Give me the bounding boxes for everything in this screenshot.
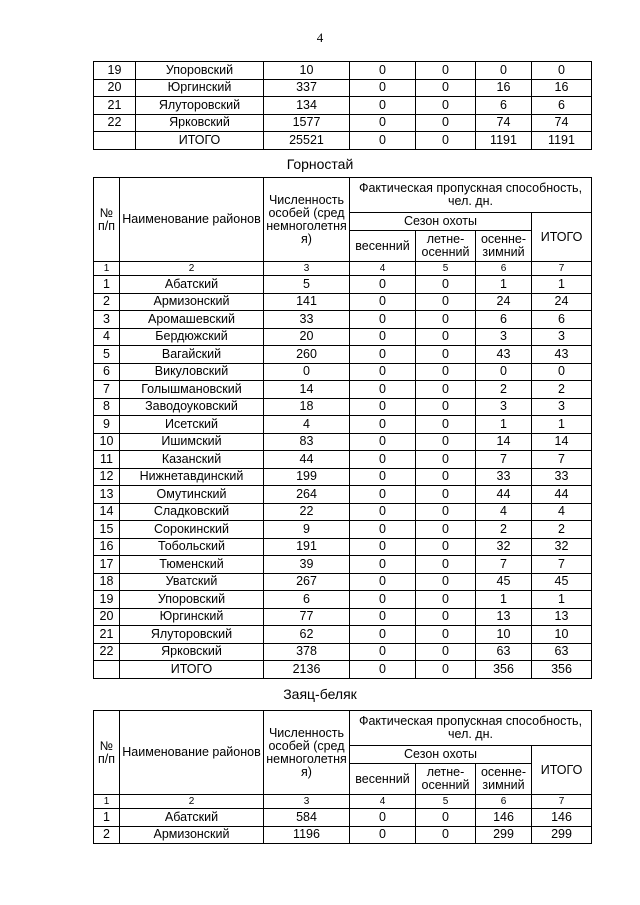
table-row xyxy=(94,62,592,80)
table-cell: 2 xyxy=(532,521,592,539)
table-cell: 0 xyxy=(350,809,416,827)
header-season: Сезон охоты xyxy=(350,746,532,764)
table-cell: 6 xyxy=(476,97,532,115)
header-capacity: Фактическая пропускная способность, чел. дн. xyxy=(350,711,592,746)
table-cell: 146 xyxy=(476,809,532,827)
table-cell: 0 xyxy=(350,608,416,626)
table-cell: 1 xyxy=(94,809,120,827)
table-cell: Юргинский xyxy=(136,79,264,97)
table-cell: 0 xyxy=(416,809,476,827)
table-cell: 0 xyxy=(350,486,416,504)
table-row xyxy=(94,97,592,115)
table-cell: Нижнетавдинский xyxy=(120,468,264,486)
table-cell: 2 xyxy=(476,381,532,399)
table-cell: Исетский xyxy=(120,416,264,434)
table-row xyxy=(94,643,592,661)
table-row xyxy=(94,556,592,574)
table-cell: 24 xyxy=(476,293,532,311)
table-cell: 33 xyxy=(476,468,532,486)
table-cell: 77 xyxy=(264,608,350,626)
table-cell: 0 xyxy=(476,62,532,80)
column-number: 4 xyxy=(350,262,416,276)
table-cell: Ялуторовский xyxy=(120,626,264,644)
table-cell: 16 xyxy=(476,79,532,97)
table-cell: 0 xyxy=(416,486,476,504)
table-row xyxy=(94,293,592,311)
table-cell: 9 xyxy=(94,416,120,434)
header-autumn-winter: осенне-зимний xyxy=(476,231,532,262)
table-cell: 74 xyxy=(532,114,592,132)
table-cell: 0 xyxy=(350,573,416,591)
total-cell: 356 xyxy=(476,661,532,679)
page-number: 4 xyxy=(316,30,324,45)
table-cell: 299 xyxy=(532,826,592,844)
table-cell: 0 xyxy=(350,363,416,381)
table-cell: 10 xyxy=(264,62,350,80)
table-cell: 20 xyxy=(264,328,350,346)
table-row xyxy=(94,608,592,626)
table-cell: 3 xyxy=(476,328,532,346)
table-cell: 0 xyxy=(350,451,416,469)
table-cell: 20 xyxy=(94,608,120,626)
table-row xyxy=(94,573,592,591)
table-cell: 0 xyxy=(416,416,476,434)
table-cell: 264 xyxy=(264,486,350,504)
table-cell: Армизонский xyxy=(120,826,264,844)
table-cell: 44 xyxy=(476,486,532,504)
table-cell: 16 xyxy=(532,79,592,97)
table-cell: 0 xyxy=(350,276,416,294)
table-cell: Аромашевский xyxy=(120,311,264,329)
table-cell: Упоровский xyxy=(136,62,264,80)
table-cell: 0 xyxy=(416,521,476,539)
table-cell: Сладковский xyxy=(120,503,264,521)
table-row xyxy=(94,626,592,644)
table-cell: 43 xyxy=(532,346,592,364)
table-cell: Тобольский xyxy=(120,538,264,556)
table-cell: 0 xyxy=(350,521,416,539)
table-cell: 0 xyxy=(416,62,476,80)
header-count: Численность особей (среднемноголетняя) xyxy=(264,178,350,262)
table-cell: 141 xyxy=(264,293,350,311)
header-summer-autumn: летне-осенний xyxy=(416,231,476,262)
table-cell: 0 xyxy=(350,114,416,132)
table-cell: 9 xyxy=(264,521,350,539)
table-cell: Уватский xyxy=(120,573,264,591)
table-row xyxy=(94,521,592,539)
table-cell: 63 xyxy=(532,643,592,661)
table-cell: 0 xyxy=(416,591,476,609)
header-row xyxy=(94,178,592,213)
table-cell: 22 xyxy=(94,643,120,661)
table-cell: 0 xyxy=(416,381,476,399)
total-blank-cell xyxy=(94,661,120,679)
table-row xyxy=(94,468,592,486)
table-cell: Викуловский xyxy=(120,363,264,381)
table-cell: Ялуторовский xyxy=(136,97,264,115)
table-cell: 2 xyxy=(476,521,532,539)
table-cell: 0 xyxy=(350,311,416,329)
ermine-section-title: Горностай xyxy=(286,156,354,172)
table-cell: 45 xyxy=(476,573,532,591)
table-cell: 2 xyxy=(94,826,120,844)
table-cell: 13 xyxy=(476,608,532,626)
table-cell: 0 xyxy=(416,114,476,132)
table-cell: 10 xyxy=(532,626,592,644)
table-cell: 4 xyxy=(264,416,350,434)
table-row xyxy=(94,114,592,132)
table-cell: 0 xyxy=(350,433,416,451)
table-cell: 0 xyxy=(416,826,476,844)
table-cell: 63 xyxy=(476,643,532,661)
table-cell: 0 xyxy=(350,626,416,644)
table-cell: 33 xyxy=(532,468,592,486)
total-cell: 0 xyxy=(350,661,416,679)
table-cell: 0 xyxy=(416,538,476,556)
column-number-row xyxy=(94,262,592,276)
header-row xyxy=(94,711,592,746)
column-number: 2 xyxy=(120,262,264,276)
table-cell: 0 xyxy=(350,503,416,521)
table-row xyxy=(94,416,592,434)
table-cell: 10 xyxy=(476,626,532,644)
table-cell: 0 xyxy=(350,416,416,434)
total-cell: 0 xyxy=(416,132,476,150)
table-cell: Тюменский xyxy=(120,556,264,574)
table-cell: Ишимский xyxy=(120,433,264,451)
table-cell: 199 xyxy=(264,468,350,486)
header-total: ИТОГО xyxy=(532,746,592,795)
table-cell: 299 xyxy=(476,826,532,844)
total-label: ИТОГО xyxy=(136,132,264,150)
table-cell: 0 xyxy=(532,62,592,80)
header-autumn-winter: осенне-зимний xyxy=(476,764,532,795)
table-row xyxy=(94,503,592,521)
table-cell: 14 xyxy=(476,433,532,451)
table-row xyxy=(94,486,592,504)
table-cell: 0 xyxy=(350,97,416,115)
table-cell: 0 xyxy=(416,643,476,661)
table-cell: 0 xyxy=(264,363,350,381)
table-cell: 0 xyxy=(350,468,416,486)
table-row xyxy=(94,311,592,329)
table-cell: 267 xyxy=(264,573,350,591)
header-spring: весенний xyxy=(350,764,416,795)
table-row xyxy=(94,276,592,294)
table-cell: Ярковский xyxy=(120,643,264,661)
table-cell: 13 xyxy=(532,608,592,626)
table-row xyxy=(94,328,592,346)
column-number: 7 xyxy=(532,262,592,276)
table-cell: 16 xyxy=(94,538,120,556)
table-cell: 45 xyxy=(532,573,592,591)
table-cell: 0 xyxy=(416,608,476,626)
header-num: № п/п xyxy=(94,178,120,262)
table-cell: Вагайский xyxy=(120,346,264,364)
table-cell: 1 xyxy=(532,276,592,294)
table-cell: 7 xyxy=(94,381,120,399)
table-cell: 0 xyxy=(350,826,416,844)
column-number: 2 xyxy=(120,795,264,809)
table-row xyxy=(94,433,592,451)
table-cell: 10 xyxy=(94,433,120,451)
table-cell: 24 xyxy=(532,293,592,311)
table-cell: 13 xyxy=(94,486,120,504)
table-cell: 19 xyxy=(94,62,136,80)
table-row xyxy=(94,591,592,609)
table-cell: 83 xyxy=(264,433,350,451)
table-cell: 1 xyxy=(476,591,532,609)
total-row xyxy=(94,661,592,679)
table-cell: 6 xyxy=(94,363,120,381)
table-row xyxy=(94,826,592,844)
table-cell: 0 xyxy=(350,538,416,556)
column-number: 4 xyxy=(350,795,416,809)
table-row xyxy=(94,381,592,399)
table-cell: 0 xyxy=(416,503,476,521)
table-cell: Голышмановский xyxy=(120,381,264,399)
column-number-row xyxy=(94,795,592,809)
table-cell: Юргинский xyxy=(120,608,264,626)
table-cell: 3 xyxy=(94,311,120,329)
table-cell: 1196 xyxy=(264,826,350,844)
table-cell: 6 xyxy=(532,311,592,329)
table-cell: 0 xyxy=(416,97,476,115)
table-cell: 4 xyxy=(476,503,532,521)
table-cell: 378 xyxy=(264,643,350,661)
table-row xyxy=(94,538,592,556)
table-row xyxy=(94,809,592,827)
column-number: 1 xyxy=(94,262,120,276)
table-cell: Упоровский xyxy=(120,591,264,609)
table-cell: 0 xyxy=(416,398,476,416)
table-cell: Армизонский xyxy=(120,293,264,311)
total-cell: 0 xyxy=(416,661,476,679)
column-number: 1 xyxy=(94,795,120,809)
table-cell: 11 xyxy=(94,451,120,469)
table-cell: 62 xyxy=(264,626,350,644)
column-number: 3 xyxy=(264,795,350,809)
hare-table xyxy=(93,710,592,844)
table-cell: 6 xyxy=(264,591,350,609)
total-cell: 2136 xyxy=(264,661,350,679)
table-cell: 1577 xyxy=(264,114,350,132)
table-cell: Заводоуковский xyxy=(120,398,264,416)
table-cell: 33 xyxy=(264,311,350,329)
table-cell: 44 xyxy=(264,451,350,469)
table-cell: 0 xyxy=(476,363,532,381)
table-cell: 8 xyxy=(94,398,120,416)
table-row xyxy=(94,451,592,469)
table-cell: 1 xyxy=(476,416,532,434)
table-cell: 7 xyxy=(476,451,532,469)
table-cell: 1 xyxy=(532,416,592,434)
table-cell: 44 xyxy=(532,486,592,504)
table-cell: 0 xyxy=(350,381,416,399)
table-cell: 18 xyxy=(94,573,120,591)
header-count: Численность особей (среднемноголетняя) xyxy=(264,711,350,795)
table-cell: 19 xyxy=(94,591,120,609)
table-cell: 5 xyxy=(94,346,120,364)
table-cell: 7 xyxy=(476,556,532,574)
table-cell: 0 xyxy=(350,591,416,609)
header-spring: весенний xyxy=(350,231,416,262)
table-cell: 584 xyxy=(264,809,350,827)
table-cell: 0 xyxy=(416,468,476,486)
table-cell: 22 xyxy=(94,114,136,132)
table-cell: 20 xyxy=(94,79,136,97)
table-cell: 22 xyxy=(264,503,350,521)
table-cell: 15 xyxy=(94,521,120,539)
table-cell: 0 xyxy=(350,328,416,346)
table-cell: 0 xyxy=(416,433,476,451)
ermine-table xyxy=(93,177,592,679)
table-cell: Казанский xyxy=(120,451,264,469)
column-number: 6 xyxy=(476,795,532,809)
total-cell: 356 xyxy=(532,661,592,679)
table-cell: 7 xyxy=(532,556,592,574)
table-cell: 21 xyxy=(94,97,136,115)
table-cell: 0 xyxy=(350,293,416,311)
column-number: 6 xyxy=(476,262,532,276)
column-number: 5 xyxy=(416,795,476,809)
table-cell: 3 xyxy=(532,328,592,346)
table-cell: Бердюжский xyxy=(120,328,264,346)
table-cell: 1 xyxy=(94,276,120,294)
table-cell: 32 xyxy=(476,538,532,556)
table-cell: 21 xyxy=(94,626,120,644)
table-cell: 0 xyxy=(416,79,476,97)
column-number: 3 xyxy=(264,262,350,276)
table-cell: 4 xyxy=(94,328,120,346)
total-cell: 0 xyxy=(350,132,416,150)
table-cell: 6 xyxy=(532,97,592,115)
table-cell: 0 xyxy=(350,398,416,416)
table-cell: 0 xyxy=(416,556,476,574)
table-cell: 0 xyxy=(532,363,592,381)
table-cell: 14 xyxy=(264,381,350,399)
total-blank-cell xyxy=(94,132,136,150)
table-cell: 32 xyxy=(532,538,592,556)
table-cell: 5 xyxy=(264,276,350,294)
table-cell: 0 xyxy=(416,451,476,469)
table-cell: 6 xyxy=(476,311,532,329)
header-total: ИТОГО xyxy=(532,213,592,262)
table-cell: 3 xyxy=(476,398,532,416)
table-cell: 146 xyxy=(532,809,592,827)
header-num: № п/п xyxy=(94,711,120,795)
table-row xyxy=(94,398,592,416)
header-name: Наименование районов xyxy=(120,178,264,262)
table-cell: 0 xyxy=(416,293,476,311)
table-cell: 1 xyxy=(476,276,532,294)
table-cell: 337 xyxy=(264,79,350,97)
table-cell: Абатский xyxy=(120,809,264,827)
header-capacity: Фактическая пропускная способность, чел. дн. xyxy=(350,178,592,213)
hare-section-title: Заяц-беляк xyxy=(283,686,357,702)
table-cell: 0 xyxy=(350,346,416,364)
table-cell: Сорокинский xyxy=(120,521,264,539)
table-cell: 0 xyxy=(350,643,416,661)
column-number: 5 xyxy=(416,262,476,276)
table-cell: 0 xyxy=(350,79,416,97)
table-cell: 7 xyxy=(532,451,592,469)
table-cell: 0 xyxy=(416,328,476,346)
table-row xyxy=(94,79,592,97)
table-cell: 0 xyxy=(416,346,476,364)
table-cell: 0 xyxy=(416,363,476,381)
table-cell: 18 xyxy=(264,398,350,416)
table-cell: 2 xyxy=(532,381,592,399)
table-cell: Абатский xyxy=(120,276,264,294)
table-cell: 0 xyxy=(350,62,416,80)
total-cell: 1191 xyxy=(532,132,592,150)
table-row xyxy=(94,363,592,381)
table-cell: 39 xyxy=(264,556,350,574)
header-season: Сезон охоты xyxy=(350,213,532,231)
table-cell: 2 xyxy=(94,293,120,311)
table-cell: 0 xyxy=(416,626,476,644)
table-cell: 0 xyxy=(416,276,476,294)
table-cell: 3 xyxy=(532,398,592,416)
total-row xyxy=(94,132,592,150)
table-cell: 14 xyxy=(532,433,592,451)
table-cell: 43 xyxy=(476,346,532,364)
table-cell: 1 xyxy=(532,591,592,609)
table-cell: 260 xyxy=(264,346,350,364)
table-cell: 74 xyxy=(476,114,532,132)
table-cell: 0 xyxy=(416,573,476,591)
table-cell: 0 xyxy=(416,311,476,329)
table-cell: 191 xyxy=(264,538,350,556)
table-row xyxy=(94,346,592,364)
header-name: Наименование районов xyxy=(120,711,264,795)
table-cell: 14 xyxy=(94,503,120,521)
total-label: ИТОГО xyxy=(120,661,264,679)
table-cell: 12 xyxy=(94,468,120,486)
table-cell: 4 xyxy=(532,503,592,521)
column-number: 7 xyxy=(532,795,592,809)
table-cell: Омутинский xyxy=(120,486,264,504)
table-cell: Ярковский xyxy=(136,114,264,132)
top-continuation-table xyxy=(93,61,592,150)
table-cell: 0 xyxy=(350,556,416,574)
total-cell: 25521 xyxy=(264,132,350,150)
table-cell: 17 xyxy=(94,556,120,574)
total-cell: 1191 xyxy=(476,132,532,150)
table-cell: 134 xyxy=(264,97,350,115)
header-summer-autumn: летне-осенний xyxy=(416,764,476,795)
